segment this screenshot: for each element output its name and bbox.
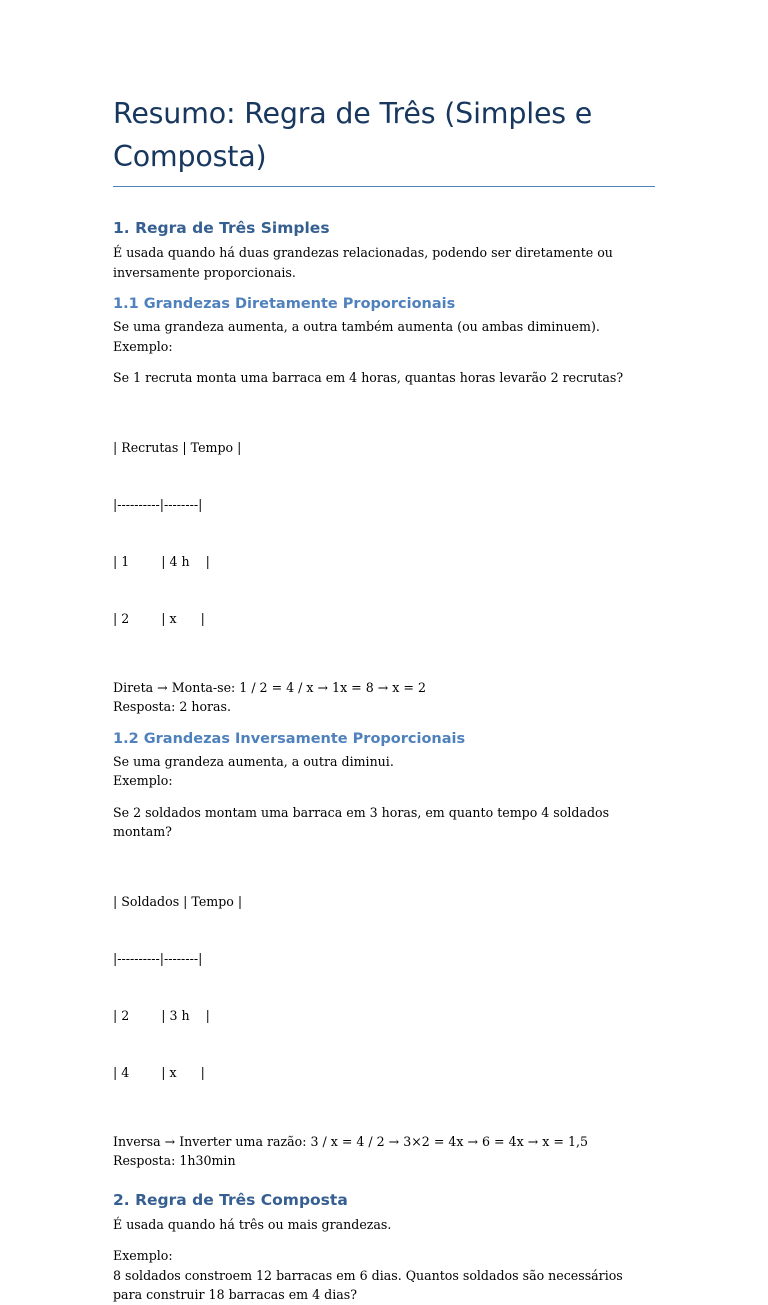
subsection-1-1-question: Se 1 recruta monta uma barraca em 4 horas, quantas horas levarão 2 recrutas?: [113, 370, 624, 385]
table-row: | 2 | 3 h |: [113, 1007, 210, 1023]
section-2-question: 8 soldados constroem 12 barracas em 6 dias. Quantos soldados são necessários para construir 18 barracas em 4 dias?: [113, 1267, 627, 1302]
table-row: |----------|--------|: [113, 950, 203, 966]
subsection-1-2-question: Se 2 soldados montam uma barraca em 3 horas, em quanto tempo 4 soldados montam?: [113, 804, 614, 839]
subsection-1-1-line1: Se uma grandeza aumenta, a outra também aumenta (ou ambas diminuem).: [113, 319, 600, 334]
table-row: | Recrutas | Tempo |: [113, 439, 242, 455]
document-page: [113, 92, 655, 1305]
subsection-1-2-answer: Resposta: 1h30min: [113, 1153, 236, 1168]
subsection-1-2-line1: Se uma grandeza aumenta, a outra diminui.: [113, 753, 394, 769]
section-2-heading: 2. Regra de Três Composta: [113, 1190, 348, 1209]
subsection-1-1-table: [113, 400, 655, 666]
subsection-1-1-heading: 1.1 Grandezas Diretamente Proporcionais: [113, 296, 456, 312]
subsection-1-2-solution: Inversa → Inverter uma razão: 3 / x = 4 / 2 → 3×2 = 4x → 6 = 4x → x = 1,5: [113, 1133, 588, 1149]
table-row: | 1 | 4 h |: [113, 553, 210, 569]
document-title: Resumo: Regra de Três (Simples e Composta): [113, 97, 593, 173]
subsection-1-1-solution: Direta → Monta-se: 1 / 2 = 4 / x → 1x = 8 → x = 2: [113, 679, 426, 695]
subsection-1-1-answer: Resposta: 2 horas.: [113, 699, 232, 714]
subsection-1-2-heading: 1.2 Grandezas Inversamente Proporcionais: [113, 730, 466, 747]
section-2-example-label: Exemplo:: [113, 1248, 173, 1263]
title-underline-rule: [113, 186, 655, 187]
section-1-heading: 1. Regra de Três Simples: [113, 219, 330, 237]
table-row: | 4 | x |: [113, 1064, 205, 1080]
subsection-1-1-example-label: Exemplo:: [113, 338, 173, 354]
subsection-1-2-example-label: Exemplo:: [113, 773, 173, 788]
table-row: | Soldados | Tempo |: [113, 893, 243, 909]
section-1-intro: É usada quando há duas grandezas relacionadas, podendo ser diretamente ou inversamente proporcionais.: [113, 245, 617, 280]
subsection-1-2-table: [113, 854, 655, 1120]
table-row: |----------|--------|: [113, 496, 203, 512]
table-row: | 2 | x |: [113, 610, 205, 626]
section-2-intro: É usada quando há três ou mais grandezas.: [113, 1216, 392, 1232]
